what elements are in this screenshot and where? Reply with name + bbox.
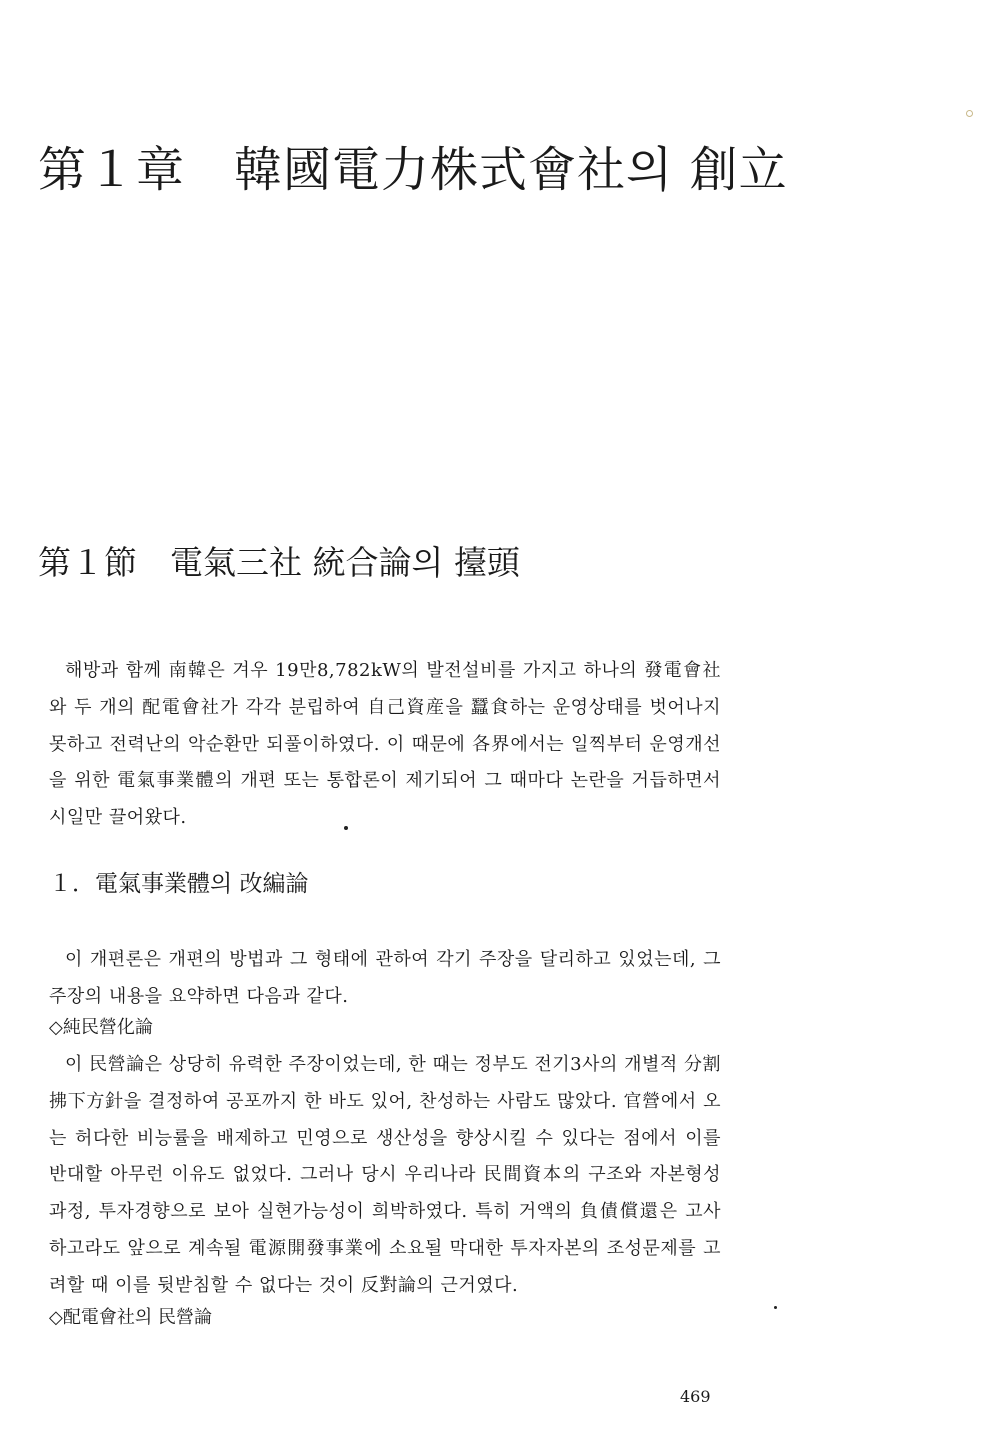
reform-intro-paragraph: 이 개편론은 개편의 방법과 그 형태에 관하여 각기 주장을 달리하고 있었는데, 그 주장의 내용을 요약하면 다음과 같다. [49, 949, 721, 1007]
bullet-distribution-privatization: ◇配電會社의 民營論 [49, 1307, 212, 1328]
private-argument-paragraph: 이 民營論은 상당히 유력한 주장이었는데, 한 때는 정부도 전기3사의 개별적 分割拂下方針을 결정하여 공포까지 한 바도 있어, 찬성하는 사람도 많았다. 官營에서 오는 허다한 비능률을 배제하고 민영으로 생산성을 향상시킬 수 있다는 점에서 이를 반대할 아무런 이유도 없었다. 그러나 당시 우리나라 民間資本의 구조와 자본형성과정, 투자경향으로 보아 실현가능성이 희박하였다. 특히 거액의 負債償還은 고사하고라도 앞으로 계속될 電源開發事業에 소요될 막대한 투자자본의 조성문제를 고려할 때 이를 뒷받침할 수 없다는 것이 反對論의 근거였다. [49, 1054, 721, 1296]
bullet-pure-privatization: ◇純民營化論 [49, 1017, 153, 1038]
chapter-title: 第１章 韓國電力株式會社의 創立 [38, 142, 788, 198]
scan-speck [774, 1306, 777, 1309]
intro-paragraph: 해방과 함께 南韓은 겨우 19만8,782kW의 발전설비를 가지고 하나의 發電會社와 두 개의 配電會社가 각각 분립하여 自己資産을 蠶食하는 운영상태를 벗어나지 못하고 전력난의 악순환만 되풀이하였다. 이 때문에 各界에서는 일찍부터 운영개선을 위한 電氣事業體의 개편 또는 통합론이 제기되어 그 때마다 논란을 거듭하면서 시일만 끌어왔다. [49, 660, 721, 829]
subsection-heading: １．電氣事業體의 改編論 [49, 871, 309, 897]
scan-mark [966, 110, 973, 117]
section-title: 第１節 電氣三社 統合論의 擡頭 [38, 543, 520, 582]
scan-speck [344, 826, 348, 830]
page-number: 469 [680, 1387, 711, 1406]
